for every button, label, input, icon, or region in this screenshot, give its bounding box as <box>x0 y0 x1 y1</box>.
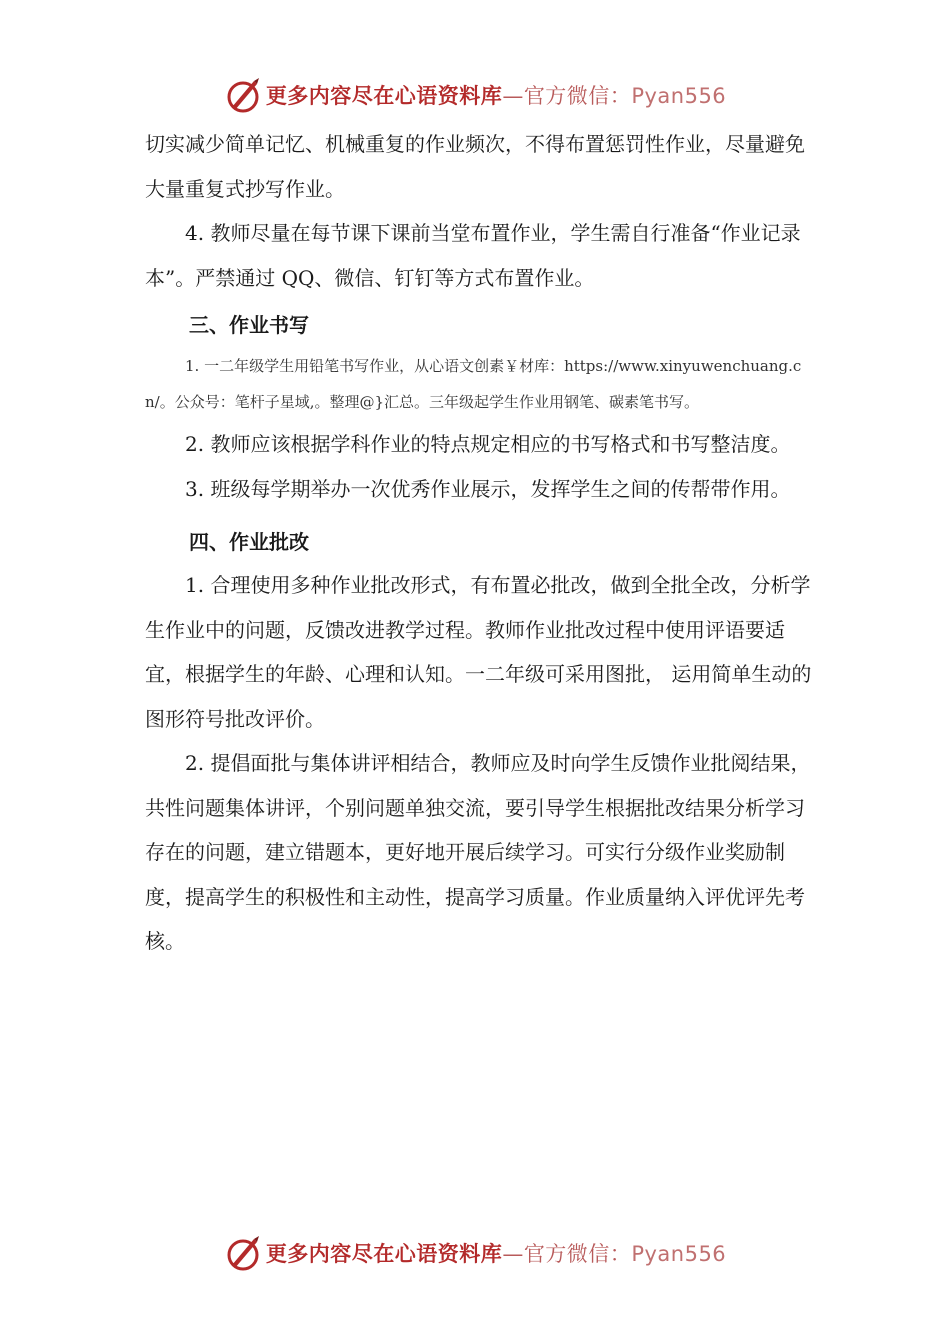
footer-banner <box>0 1230 950 1276</box>
header-dash: — <box>502 84 524 108</box>
section-heading-4: 四、作业批改 <box>189 530 309 554</box>
paragraph-item-4: 4. 教师尽量在每节课下课前当堂布置作业，学生需自行准备“作业记录本”。严禁通过 QQ、微信、钉钉等方式布置作业。 <box>145 221 801 290</box>
paragraph-writing-2: 2. 教师应该根据学科作业的特点规定相应的书写格式和书写整洁度。 <box>185 432 791 456</box>
header-lead-text: 更多内容尽在心语资料库 <box>265 84 503 108</box>
pen-logo-icon <box>224 1233 264 1273</box>
section-heading-3: 三、作业书写 <box>189 313 309 337</box>
paragraph-writing-3: 3. 班级每学期举办一次优秀作业展示，发挥学生之间的传帮带作用。 <box>185 476 791 501</box>
paragraph-grading-1: 1. 合理使用多种作业批改形式，有布置必批改，做到全批全改，分析学生作业中的问题，反馈改进教学过程。教师作业批改过程中使用评语要适宜，根据学生的年龄、心理和认知。一二年级可采用图批， 运用简单生动的图形符号批改评价。 <box>145 573 812 731</box>
header-wechat-label: 官方微信： <box>523 84 632 108</box>
header-banner <box>0 72 950 118</box>
header-wechat-id: Pyan556 <box>631 84 727 108</box>
footer-dash: — <box>502 1242 524 1266</box>
footer-wechat-label: 官方微信： <box>523 1242 632 1266</box>
paragraph-writing-1: 1. 一二年级学生用铅笔书写作业，从心语文创素￥材库：https://www.xinyuwenchuang.cn/。公众号：笔杆子星域,。整理@}汇总。三年级起学生作业用钢笔、碳素笔书写。 <box>145 357 802 411</box>
footer-wechat-id: Pyan556 <box>631 1242 727 1266</box>
paragraph-grading-2: 2. 提倡面批与集体讲评相结合，教师应及时向学生反馈作业批阅结果，共性问题集体讲评，个别问题单独交流，要引导学生根据批改结果分析学习存在的问题，建立错题本，更好地开展后续学习。可实行分级作业奖励制度，提高学生的积极性和主动性，提高学习质量。作业质量纳入评优评先考核。 <box>145 751 811 953</box>
paragraph-continuation: 切实减少简单记忆、机械重复的作业频次，不得布置惩罚性作业，尽量避免大量重复式抄写作业。 <box>145 132 805 201</box>
pen-logo-icon <box>224 75 264 115</box>
document-body <box>145 122 815 964</box>
footer-lead-text: 更多内容尽在心语资料库 <box>265 1242 503 1266</box>
